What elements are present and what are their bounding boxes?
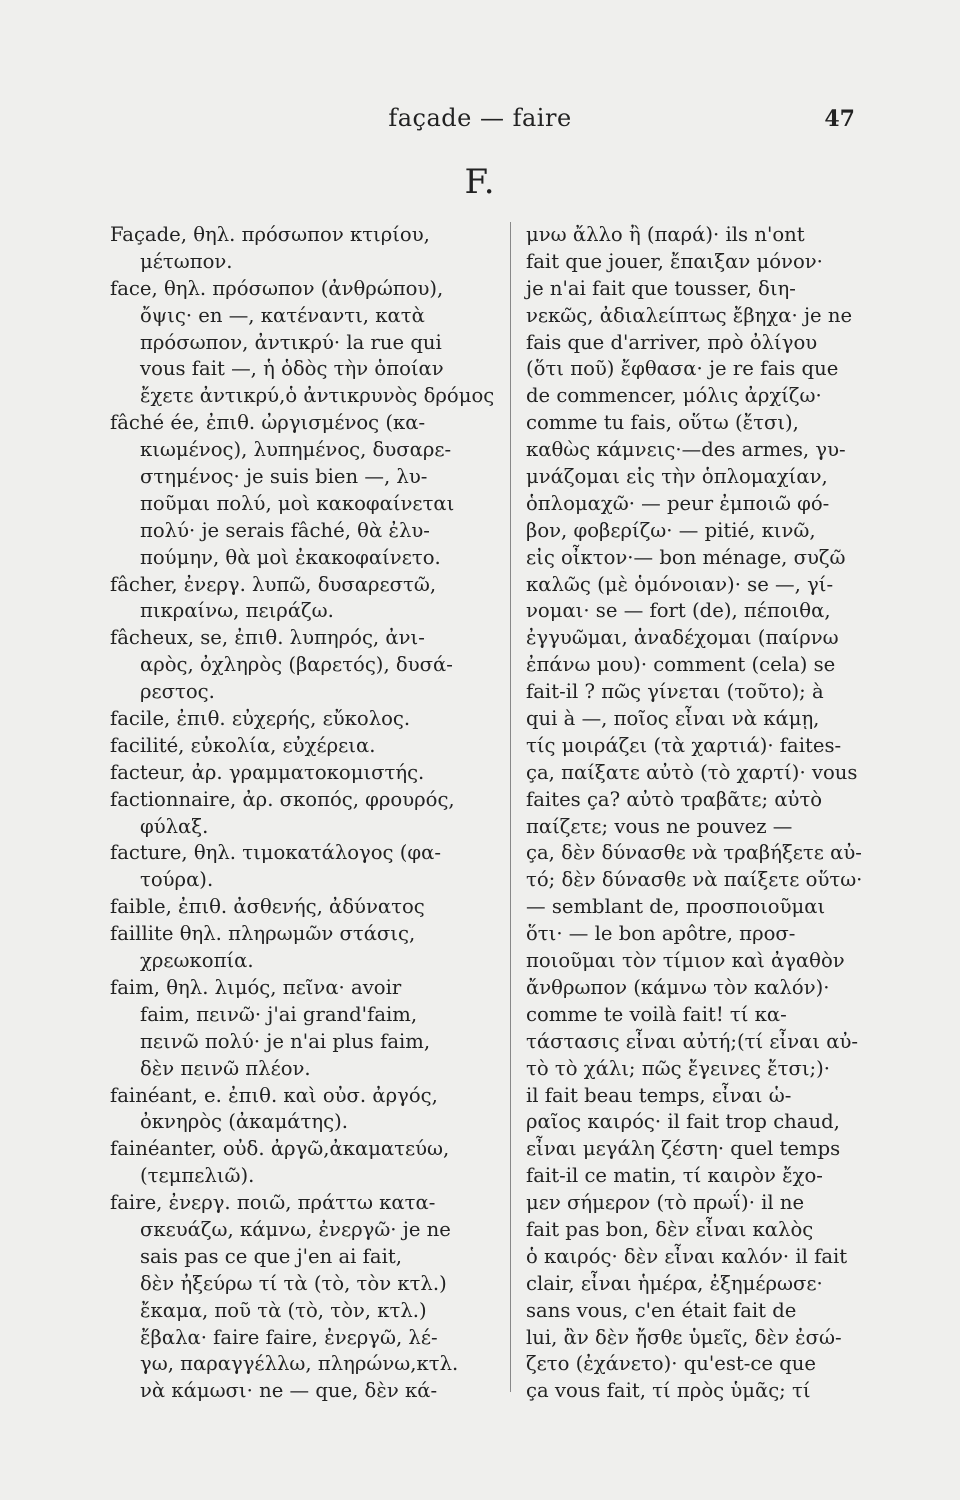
text-line: clair, εἶναι ἡμέρα, ἐξημέρωσε·: [526, 1271, 823, 1295]
text-line: fainéanter, οὐδ. ἀργῶ,ἀκαματεύω,: [110, 1137, 450, 1161]
text-line: κιωμένος), λυπημένος, δυσαρε-: [140, 438, 452, 462]
text-line: facile, ἐπιθ. εὐχερής, εὔκολος.: [110, 707, 411, 731]
text-line: γω, παραγγέλλω, πληρώνω,κτλ.: [140, 1352, 459, 1376]
text-line: αρὸς, ὀχληρὸς (βαρετός), δυσά-: [140, 653, 453, 677]
text-line: νομαι· se — fort (de), πέποιθα,: [526, 599, 831, 623]
text-line: τούρα).: [140, 868, 214, 892]
text-line: δὲν πεινῶ πλέον.: [140, 1056, 311, 1080]
text-line: qui à —, ποῖος εἶναι νὰ κάμῃ,: [526, 707, 820, 731]
text-line: πολύ· je serais fâché, θὰ ἐλυ-: [140, 518, 430, 542]
text-line: μεν σήμερον (τὸ πρωΐ)· il ne: [526, 1191, 805, 1215]
text-line: fainéant, e. ἐπιθ. καὶ οὐσ. ἀργός,: [110, 1083, 438, 1107]
text-line: faim, θηλ. λιμός, πεῖνα· avoir: [110, 975, 402, 999]
text-line: χρεωκοπία.: [140, 949, 254, 973]
text-line: ποιοῦμαι τὸν τίμιον καὶ ἀγαθὸν: [526, 949, 845, 973]
text-line: ἐπάνω μου)· comment (cela) se: [526, 653, 836, 677]
text-line: comme tu fais, οὕτω (ἔτσι),: [526, 411, 799, 435]
text-line: vous fait —, ἡ ὁδὸς τὴν ὁποίαν: [140, 357, 444, 381]
text-line: ça, παίξατε αὐτὸ (τὸ χαρτί)· vous: [526, 760, 858, 784]
text-line: εἶναι μεγάλη ζέστη· quel temps: [526, 1137, 841, 1161]
text-line: τάστασις εἶναι αὐτή;(τί εἶναι αὐ-: [526, 1029, 859, 1053]
text-line: ραῖος καιρός· il fait trop chaud,: [526, 1110, 840, 1134]
text-line: factionnaire, ἀρ. σκοπός, φρουρός,: [110, 787, 455, 811]
text-line: ἐγγυῶμαι, ἀναδέχομαι (παίρνω: [526, 626, 839, 650]
text-line: ἔβαλα· faire faire, ἐνεργῶ, λέ-: [140, 1325, 438, 1349]
text-line: faible, ἐπιθ. ἀσθενής, ἀδύνατος: [110, 895, 425, 919]
text-line: ποῦμαι πολύ, μοὶ κακοφαίνεται: [140, 491, 455, 515]
text-line: fais que d'arriver, πρὸ ὀλίγου: [526, 330, 818, 354]
page-header: [0, 104, 960, 144]
text-line: τίς μοιράζει (τὰ χαρτιά)· faites-: [526, 733, 842, 757]
text-line: faites ça? αὐτὸ τραβᾶτε; αὐτὸ: [526, 787, 823, 811]
text-line: πούμην, θὰ μοὶ ἐκακοφαίνετο.: [140, 545, 441, 569]
text-line: ὁ καιρός· δὲν εἶναι καλόν· il fait: [526, 1244, 848, 1268]
text-line: faire, ἐνεργ. ποιῶ, πράττω κατα-: [110, 1191, 436, 1215]
text-line: de commencer, μόλις ἀρχίζω·: [526, 384, 822, 408]
right-column: [526, 222, 866, 1405]
section-letter: F.: [464, 162, 496, 202]
text-line: fait que jouer, ἔπαιξαν μόνον·: [526, 249, 823, 273]
text-line: καλῶς (μὲ ὁμόνοιαν)· se —, γί-: [526, 572, 834, 596]
text-line: je n'ai fait que tousser, διη-: [526, 276, 796, 300]
text-line: μέτωπον.: [140, 249, 233, 273]
text-line: fâcheux, se, ἐπιθ. λυπηρός, ἀνι-: [110, 626, 425, 650]
text-line: faim, πεινῶ· j'ai grand'faim,: [140, 1002, 418, 1026]
text-line: ça, δὲν δύνασθε νὰ τραβήξετε αὐ-: [526, 841, 862, 865]
text-line: lui, ἂν δὲν ἤσθε ὑμεῖς, δὲν ἐσώ-: [526, 1325, 842, 1349]
text-line: ὀκνηρὸς (ἀκαμάτης).: [140, 1110, 348, 1134]
text-line: στημένος· je suis bien —, λυ-: [140, 465, 428, 489]
text-line: ἔκαμα, ποῦ τὰ (τὸ, τὸν, κτλ.): [140, 1298, 427, 1322]
text-line: πεινῶ πολύ· je n'ai plus faim,: [140, 1029, 431, 1053]
text-line: ἔχετε ἀντικρύ,ὁ ἀντικρυνὸς δρόμος: [140, 384, 495, 408]
text-line: καθὼς κάμνεις·—des armes, γυ-: [526, 438, 846, 462]
text-line: fait-il ? πῶς γίνεται (τοῦτο); à: [526, 680, 824, 704]
text-line: παίζετε; vous ne pouvez —: [526, 814, 793, 838]
text-line: ὄψις· en —, κατέναντι, κατὰ: [140, 303, 425, 327]
text-line: sans vous, c'en était fait de: [526, 1298, 797, 1322]
page-number: 47: [824, 106, 855, 132]
text-line: faillite θηλ. πληρωμῶν στάσις,: [110, 922, 416, 946]
text-line: δὲν ἠξεύρω τί τὰ (τὸ, τὸν κτλ.): [140, 1271, 447, 1295]
text-line: facture, θηλ. τιμοκατάλογος (φα-: [110, 841, 441, 865]
text-line: πικραίνω, πειράζω.: [140, 599, 334, 623]
text-line: εἰς οἶκτον·— bon ménage, συζῶ: [526, 545, 846, 569]
left-column: [110, 222, 495, 1405]
text-line: — semblant de, προσποιοῦμαι: [526, 895, 826, 919]
text-line: ρεστος.: [140, 680, 215, 704]
text-line: νὰ κάμωσι· ne — que, δὲν κά-: [140, 1379, 438, 1403]
text-line: comme te voilà fait! τί κα-: [526, 1002, 787, 1026]
text-line: ὅτι· — le bon apôtre, προσ-: [526, 922, 796, 946]
text-line: facteur, ἀρ. γραμματοκομιστής.: [110, 760, 425, 784]
text-line: sais pas ce que j'en ai fait,: [140, 1244, 402, 1268]
text-line: il fait beau temps, εἶναι ὡ-: [526, 1083, 792, 1107]
column-divider: [510, 222, 511, 1392]
running-head: façade — faire: [388, 104, 572, 132]
text-line: ἄνθρωπον (κάμνω τὸν καλόν)·: [526, 975, 830, 999]
text-line: ça vous fait, τί πρὸς ὑμᾶς; τί: [526, 1379, 811, 1403]
text-line: fait pas bon, δὲν εἶναι καλὸς: [526, 1217, 814, 1241]
text-line: (τεμπελιῶ).: [140, 1164, 255, 1188]
text-line: μνω ἄλλο ἢ (παρά)· ils n'ont: [526, 223, 805, 246]
text-line: σκευάζω, κάμνω, ἐνεργῶ· je ne: [140, 1217, 451, 1241]
text-line: τό; δὲν δύνασθε νὰ παίξετε οὕτω·: [526, 868, 863, 892]
text-line: Façade, θηλ. πρόσωπον κτιρίου,: [110, 223, 430, 246]
text-line: ζετο (ἐχάνετο)· qu'est-ce que: [526, 1352, 816, 1376]
text-line: πρόσωπον, ἀντικρύ· la rue qui: [140, 330, 442, 354]
text-line: fait-il ce matin, τί καιρὸν ἔχο-: [526, 1164, 823, 1188]
text-line: φύλαξ.: [140, 814, 209, 838]
text-line: fâcher, ἐνεργ. λυπῶ, δυσαρεστῶ,: [110, 572, 437, 596]
text-line: μνάζομαι εἰς τὴν ὁπλομαχίαν,: [526, 465, 828, 489]
text-line: ὁπλομαχῶ· — peur ἐμποιῶ φό-: [526, 491, 830, 515]
text-line: νεκῶς, ἀδιαλείπτως ἔβηχα· je ne: [526, 303, 853, 327]
text-line: fâché ée, ἐπιθ. ὠργισμένος (κα-: [110, 411, 426, 435]
text-line: βον, φοβερίζω· — pitié, κινῶ,: [526, 518, 816, 542]
text-line: face, θηλ. πρόσωπον (ἀνθρώπου),: [110, 276, 444, 300]
text-line: facilité, εὐκολία, εὐχέρεια.: [110, 733, 376, 757]
text-line: τὸ τὸ χάλι; πῶς ἔγεινες ἔτσι;)·: [526, 1056, 831, 1080]
text-line: (ὅτι ποῦ) ἔφθασα· je re fais que: [526, 357, 839, 381]
